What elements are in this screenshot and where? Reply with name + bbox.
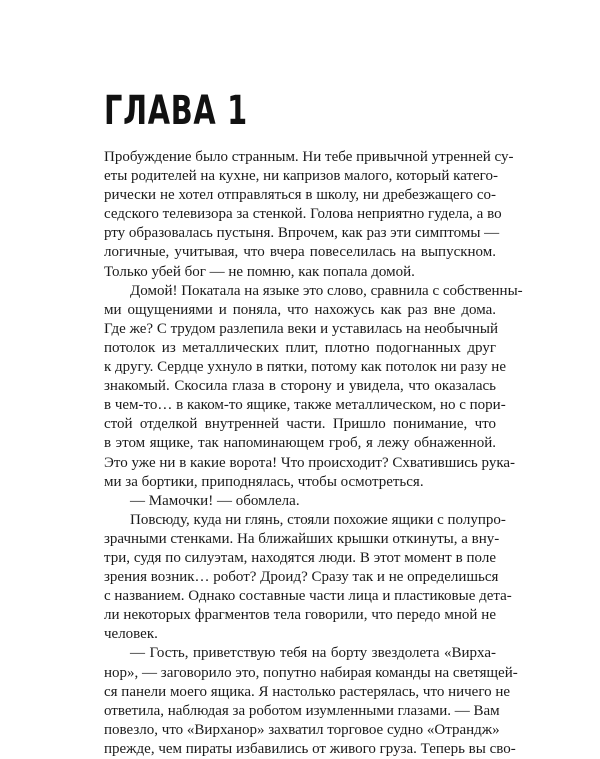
- text-line: еты родителей на кухне, ни капризов малого, который катего-: [104, 168, 498, 185]
- text-line: ми ощущениями и поняла, что нахожусь как раз вне дома.: [104, 301, 496, 318]
- chapter-heading: ГЛАВА 1: [104, 88, 248, 134]
- text-line: Пробуждение было странным. Ни тебе привычной утренней су-: [104, 149, 514, 165]
- text-line: — Мамочки! — обомлела.: [130, 492, 300, 509]
- text-line: ми за бортики, приподнялась, чтобы осмотреться.: [104, 473, 424, 490]
- text-line: — Гость, приветствую тебя на борту звездолета «Вирха-: [130, 645, 496, 662]
- text-line: повезло, что «Вирханор» захватил торговое судно «Отрандж»: [104, 721, 500, 738]
- text-line: Это уже ни в какие ворота! Что происходит? Схватившись рука-: [104, 454, 516, 471]
- text-line: рически не хотел отправляться в школу, ни дребезжащего со-: [104, 187, 496, 204]
- text-line: ли некоторых фрагментов тела говорили, что передо мной не: [104, 607, 496, 624]
- text-line: Повсюду, куда ни глянь, стояли похожие ящики с полупро-: [130, 511, 506, 528]
- text-line: прежде, чем пираты избавились от живого груза. Теперь вы сво-: [104, 740, 516, 757]
- text-line: ответила, наблюдая за роботом изумленными глазами. — Вам: [104, 702, 500, 719]
- text-line: в чем-то… в каком-то ящике, также металлическом, но с пори-: [104, 397, 506, 414]
- text-line: три, судя по силуэтам, находятся люди. В этот момент в поле: [104, 549, 496, 566]
- text-line: рту образовалась пустыня. Впрочем, как раз эти симптомы —: [104, 225, 500, 242]
- text-line: Только убей бог — не помню, как попала домой.: [104, 263, 415, 280]
- text-line: в этом ящике, так напоминающем гроб, я лежу обнаженной.: [104, 435, 496, 452]
- text-line: знакомый. Скосила глаза в сторону и увидела, что оказалась: [104, 378, 496, 395]
- text-line: ся панели моего ящика. Я настолько растерялась, что ничего не: [104, 683, 511, 700]
- text-line: к другу. Сердце ухнуло в пятки, потому как потолок ни разу не: [104, 359, 506, 376]
- text-line: логичные, учитывая, что вчера повеселилась на выпускном.: [104, 244, 496, 261]
- text-line: человек.: [104, 626, 158, 643]
- text-line: седского телевизора за стенкой. Голова неприятно гудела, а во: [104, 206, 502, 223]
- text-line: зрачными стенками. На ближайших крышки откинуты, а вну-: [104, 530, 500, 547]
- text-line: Где же? С трудом разлепила веки и уставилась на необычный: [104, 320, 498, 337]
- body-text: [104, 148, 523, 759]
- text-line: потолок из металлических плит, плотно подогнанных друг: [104, 339, 496, 356]
- text-line: нор», — заговорило это, попутно набирая команды на светящей-: [104, 664, 518, 681]
- text-line: стой отделкой внутренней части. Пришло понимание, что: [104, 416, 496, 433]
- text-line: с названием. Однако составные части лица и пластиковые дета-: [104, 588, 512, 605]
- text-line: Домой! Покатала на языке это слово, сравнила с собственны-: [130, 282, 523, 299]
- text-line: зрения возник… робот? Дроид? Сразу так и не определишься: [104, 569, 499, 586]
